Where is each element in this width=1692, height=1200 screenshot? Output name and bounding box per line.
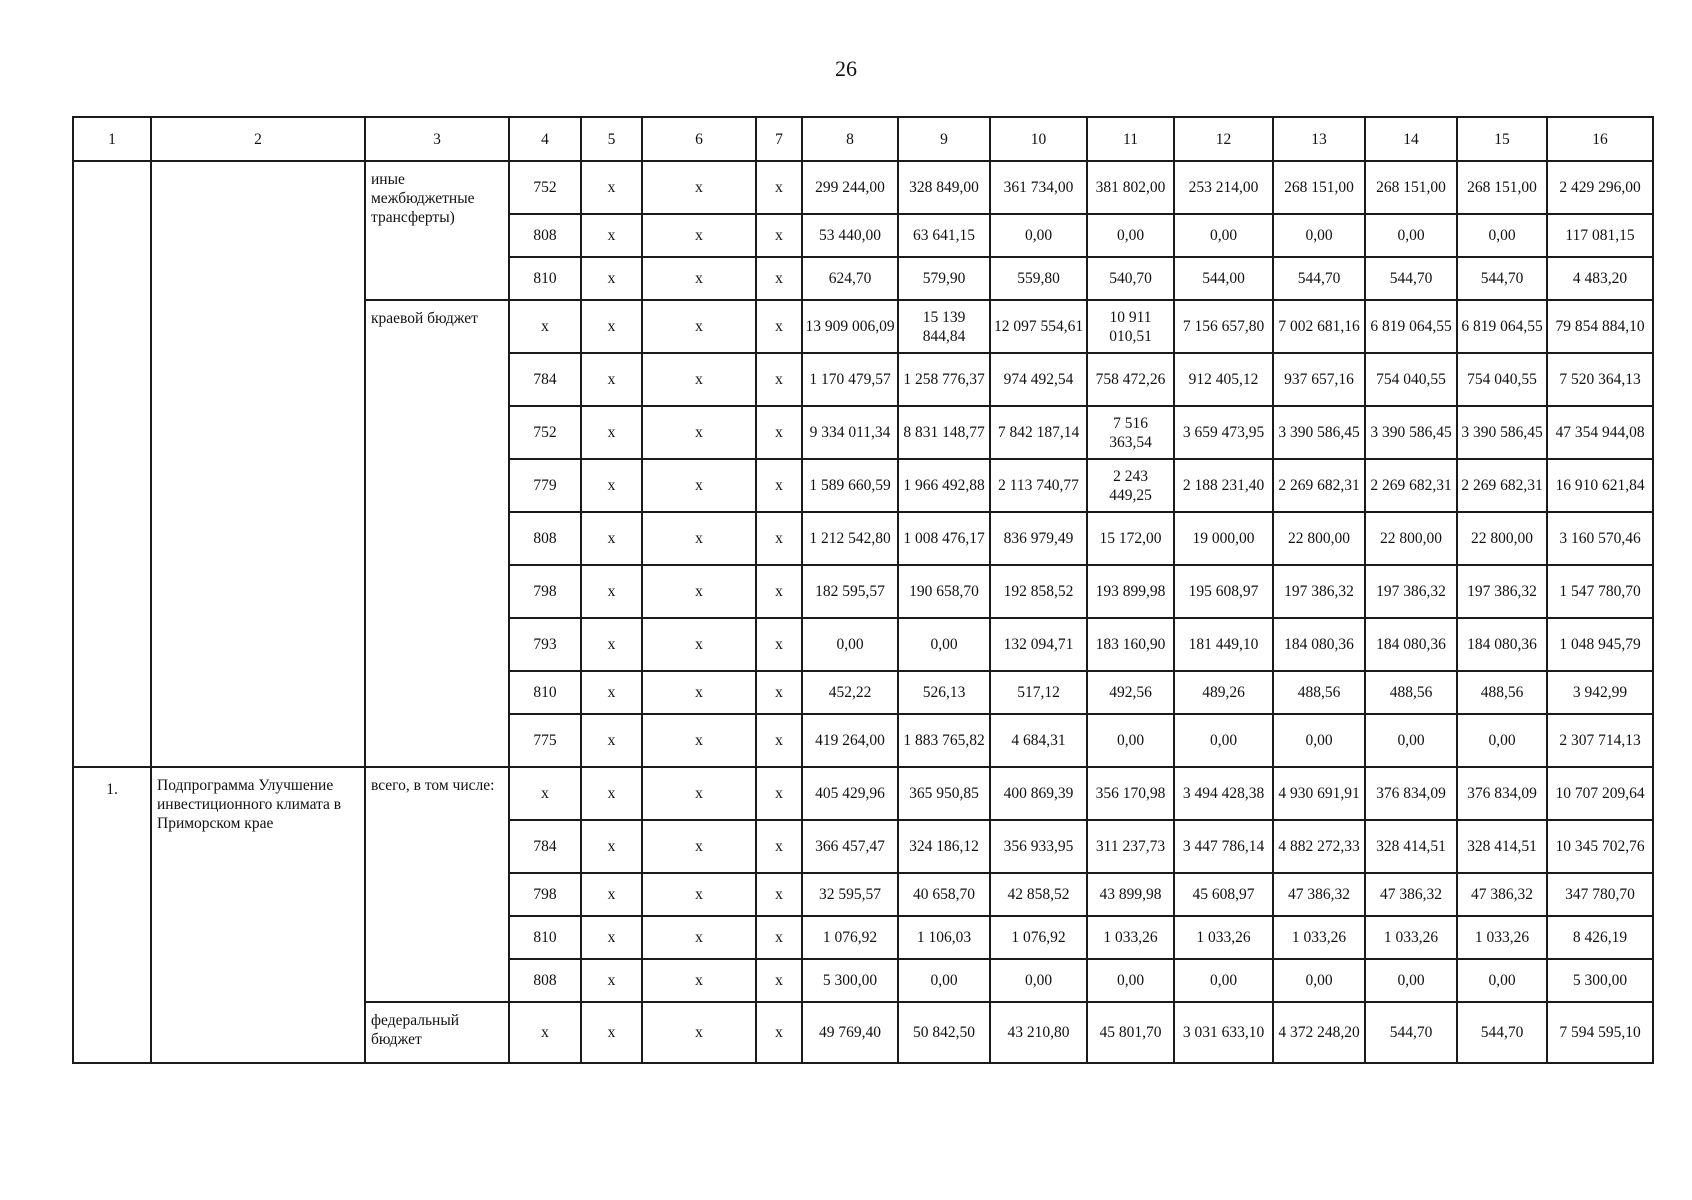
code-cell: х [642,767,756,820]
amount-cell: 1 883 765,82 [898,714,990,767]
amount-cell: 544,70 [1365,257,1457,300]
amount-cell: 0,00 [990,959,1087,1002]
code-cell: х [756,214,802,257]
amount-cell: 1 170 479,57 [802,353,898,406]
program-name: Подпрограмма Улучшение инвестиционного климата в Приморском крае [151,767,365,1063]
amount-cell: 544,70 [1365,1002,1457,1063]
code-cell: х [642,565,756,618]
code-cell: х [509,767,581,820]
amount-cell: 361 734,00 [990,161,1087,214]
amount-cell: 43 210,80 [990,1002,1087,1063]
code-cell: х [642,873,756,916]
column-header: 7 [756,117,802,161]
amount-cell: 45 801,70 [1087,1002,1174,1063]
amount-cell: 7 594 595,10 [1547,1002,1653,1063]
amount-cell: 488,56 [1457,671,1547,714]
code-cell: х [756,671,802,714]
amount-cell: 3 390 586,45 [1457,406,1547,459]
amount-cell: 836 979,49 [990,512,1087,565]
amount-cell: 15 172,00 [1087,512,1174,565]
amount-cell: 0,00 [898,618,990,671]
column-header: 16 [1547,117,1653,161]
code-cell: х [642,714,756,767]
amount-cell: 6 819 064,55 [1365,300,1457,353]
amount-cell: 2 307 714,13 [1547,714,1653,767]
column-header: 9 [898,117,990,161]
column-header: 2 [151,117,365,161]
amount-cell: 376 834,09 [1457,767,1547,820]
code-cell: 779 [509,459,581,512]
code-cell: х [756,406,802,459]
amount-cell: 0,00 [1174,714,1273,767]
code-cell: х [581,959,642,1002]
code-cell: х [581,353,642,406]
amount-cell: 517,12 [990,671,1087,714]
amount-cell: 544,70 [1457,1002,1547,1063]
code-cell: х [581,406,642,459]
amount-cell: 4 372 248,20 [1273,1002,1365,1063]
code-cell: х [581,300,642,353]
column-header: 11 [1087,117,1174,161]
amount-cell: 42 858,52 [990,873,1087,916]
amount-cell: 579,90 [898,257,990,300]
amount-cell: 195 608,97 [1174,565,1273,618]
amount-cell: 488,56 [1365,671,1457,714]
amount-cell: 0,00 [1457,214,1547,257]
code-cell: х [756,257,802,300]
amount-cell: 3 447 786,14 [1174,820,1273,873]
amount-cell: 9 334 011,34 [802,406,898,459]
amount-cell: 1 589 660,59 [802,459,898,512]
amount-cell: 10 345 702,76 [1547,820,1653,873]
amount-cell: 2 269 682,31 [1365,459,1457,512]
funding-source: иные межбюджетные трансферты) [365,161,509,300]
amount-cell: 0,00 [1457,714,1547,767]
amount-cell: 0,00 [1273,214,1365,257]
row-index: 1. [73,767,151,1063]
code-cell: х [642,618,756,671]
amount-cell: 45 608,97 [1174,873,1273,916]
amount-cell: 47 386,32 [1273,873,1365,916]
budget-table [72,116,1654,1064]
amount-cell: 117 081,15 [1547,214,1653,257]
amount-cell: 197 386,32 [1273,565,1365,618]
amount-cell: 197 386,32 [1365,565,1457,618]
amount-cell: 376 834,09 [1365,767,1457,820]
amount-cell: 0,00 [898,959,990,1002]
amount-cell: 4 483,20 [1547,257,1653,300]
amount-cell: 1 033,26 [1273,916,1365,959]
amount-cell: 0,00 [1273,959,1365,1002]
amount-cell: 489,26 [1174,671,1273,714]
amount-cell: 268 151,00 [1273,161,1365,214]
amount-cell: 8 831 148,77 [898,406,990,459]
amount-cell: 182 595,57 [802,565,898,618]
amount-cell: 0,00 [1365,214,1457,257]
code-cell: х [581,257,642,300]
amount-cell: 754 040,55 [1365,353,1457,406]
code-cell: х [756,300,802,353]
amount-cell: 3 160 570,46 [1547,512,1653,565]
code-cell: 808 [509,512,581,565]
amount-cell: 22 800,00 [1273,512,1365,565]
amount-cell: 1 258 776,37 [898,353,990,406]
amount-cell: 8 426,19 [1547,916,1653,959]
code-cell: х [642,959,756,1002]
code-cell: х [756,959,802,1002]
amount-cell: 1 033,26 [1365,916,1457,959]
amount-cell: 1 966 492,88 [898,459,990,512]
amount-cell: 47 386,32 [1457,873,1547,916]
code-cell: х [756,565,802,618]
amount-cell: 184 080,36 [1365,618,1457,671]
amount-cell: 347 780,70 [1547,873,1653,916]
code-cell: х [642,916,756,959]
amount-cell: 40 658,70 [898,873,990,916]
amount-cell: 4 882 272,33 [1273,820,1365,873]
amount-cell: 0,00 [802,618,898,671]
amount-cell: 311 237,73 [1087,820,1174,873]
amount-cell: 328 414,51 [1457,820,1547,873]
amount-cell: 4 930 691,91 [1273,767,1365,820]
amount-cell: 49 769,40 [802,1002,898,1063]
column-header: 10 [990,117,1087,161]
code-cell: х [581,161,642,214]
code-cell: 808 [509,214,581,257]
amount-cell: 324 186,12 [898,820,990,873]
amount-cell: 328 414,51 [1365,820,1457,873]
code-cell: х [581,873,642,916]
amount-cell: 0,00 [1273,714,1365,767]
amount-cell: 1 076,92 [802,916,898,959]
amount-cell: 10 911 010,51 [1087,300,1174,353]
amount-cell: 12 097 554,61 [990,300,1087,353]
code-cell: х [756,820,802,873]
amount-cell: 3 942,99 [1547,671,1653,714]
table-row [73,767,1653,820]
amount-cell: 0,00 [1087,214,1174,257]
column-header: 12 [1174,117,1273,161]
code-cell: х [756,161,802,214]
code-cell: 793 [509,618,581,671]
amount-cell: 16 910 621,84 [1547,459,1653,512]
amount-cell: 2 269 682,31 [1273,459,1365,512]
amount-cell: 544,70 [1457,257,1547,300]
code-cell: х [642,257,756,300]
amount-cell: 183 160,90 [1087,618,1174,671]
funding-source: краевой бюджет [365,300,509,767]
amount-cell: 937 657,16 [1273,353,1365,406]
amount-cell: 1 033,26 [1457,916,1547,959]
code-cell: х [642,1002,756,1063]
code-cell: х [756,512,802,565]
amount-cell: 0,00 [1087,959,1174,1002]
amount-cell: 0,00 [1365,714,1457,767]
amount-cell: 5 300,00 [802,959,898,1002]
code-cell: х [642,512,756,565]
amount-cell: 47 386,32 [1365,873,1457,916]
code-cell: 810 [509,916,581,959]
amount-cell: 2 269 682,31 [1457,459,1547,512]
code-cell: 752 [509,406,581,459]
amount-cell: 1 076,92 [990,916,1087,959]
code-cell: х [642,820,756,873]
amount-cell: 181 449,10 [1174,618,1273,671]
program-name [151,161,365,767]
code-cell: х [642,406,756,459]
code-cell: х [642,459,756,512]
amount-cell: 1 033,26 [1174,916,1273,959]
amount-cell: 381 802,00 [1087,161,1174,214]
amount-cell: 197 386,32 [1457,565,1547,618]
amount-cell: 268 151,00 [1365,161,1457,214]
amount-cell: 0,00 [1087,714,1174,767]
column-header: 5 [581,117,642,161]
code-cell: 775 [509,714,581,767]
amount-cell: 6 819 064,55 [1457,300,1547,353]
amount-cell: 1 008 476,17 [898,512,990,565]
code-cell: 810 [509,671,581,714]
amount-cell: 3 031 633,10 [1174,1002,1273,1063]
amount-cell: 2 429 296,00 [1547,161,1653,214]
amount-cell: 299 244,00 [802,161,898,214]
column-header: 14 [1365,117,1457,161]
amount-cell: 758 472,26 [1087,353,1174,406]
amount-cell: 47 354 944,08 [1547,406,1653,459]
amount-cell: 3 390 586,45 [1365,406,1457,459]
amount-cell: 50 842,50 [898,1002,990,1063]
code-cell: х [581,1002,642,1063]
code-cell: х [642,353,756,406]
page-number: 26 [835,56,857,81]
table-row [73,161,1653,214]
amount-cell: 912 405,12 [1174,353,1273,406]
amount-cell: 328 849,00 [898,161,990,214]
code-cell: х [581,714,642,767]
amount-cell: 356 170,98 [1087,767,1174,820]
amount-cell: 492,56 [1087,671,1174,714]
code-cell: х [756,353,802,406]
amount-cell: 1 547 780,70 [1547,565,1653,618]
amount-cell: 79 854 884,10 [1547,300,1653,353]
code-cell: 798 [509,873,581,916]
code-cell: х [581,767,642,820]
code-cell: х [581,459,642,512]
amount-cell: 7 842 187,14 [990,406,1087,459]
code-cell: 784 [509,820,581,873]
code-cell: 810 [509,257,581,300]
code-cell: х [642,214,756,257]
code-cell: х [581,512,642,565]
amount-cell: 184 080,36 [1273,618,1365,671]
amount-cell: 132 094,71 [990,618,1087,671]
amount-cell: 400 869,39 [990,767,1087,820]
code-cell: х [581,671,642,714]
amount-cell: 13 909 006,09 [802,300,898,353]
amount-cell: 184 080,36 [1457,618,1547,671]
amount-cell: 0,00 [1365,959,1457,1002]
code-cell: х [581,214,642,257]
code-cell: х [509,300,581,353]
amount-cell: 22 800,00 [1457,512,1547,565]
amount-cell: 0,00 [1174,959,1273,1002]
amount-cell: 4 684,31 [990,714,1087,767]
amount-cell: 1 033,26 [1087,916,1174,959]
code-cell: х [756,916,802,959]
amount-cell: 405 429,96 [802,767,898,820]
amount-cell: 15 139 844,84 [898,300,990,353]
amount-cell: 7 002 681,16 [1273,300,1365,353]
row-index [73,161,151,767]
code-cell: х [756,873,802,916]
column-header: 4 [509,117,581,161]
amount-cell: 190 658,70 [898,565,990,618]
amount-cell: 0,00 [1174,214,1273,257]
column-header: 1 [73,117,151,161]
amount-cell: 974 492,54 [990,353,1087,406]
amount-cell: 419 264,00 [802,714,898,767]
code-cell: 784 [509,353,581,406]
amount-cell: 7 516 363,54 [1087,406,1174,459]
code-cell: х [509,1002,581,1063]
column-header: 3 [365,117,509,161]
amount-cell: 3 390 586,45 [1273,406,1365,459]
code-cell: х [756,459,802,512]
amount-cell: 32 595,57 [802,873,898,916]
amount-cell: 3 494 428,38 [1174,767,1273,820]
funding-source: федеральный бюджет [365,1002,509,1063]
amount-cell: 1 048 945,79 [1547,618,1653,671]
column-header: 15 [1457,117,1547,161]
amount-cell: 754 040,55 [1457,353,1547,406]
amount-cell: 1 212 542,80 [802,512,898,565]
column-header: 6 [642,117,756,161]
amount-cell: 2 188 231,40 [1174,459,1273,512]
header-row [73,117,1653,161]
amount-cell: 0,00 [1457,959,1547,1002]
amount-cell: 356 933,95 [990,820,1087,873]
code-cell: х [756,767,802,820]
amount-cell: 540,70 [1087,257,1174,300]
amount-cell: 7 520 364,13 [1547,353,1653,406]
amount-cell: 192 858,52 [990,565,1087,618]
code-cell: 752 [509,161,581,214]
amount-cell: 0,00 [990,214,1087,257]
amount-cell: 544,00 [1174,257,1273,300]
amount-cell: 544,70 [1273,257,1365,300]
amount-cell: 366 457,47 [802,820,898,873]
amount-cell: 10 707 209,64 [1547,767,1653,820]
amount-cell: 624,70 [802,257,898,300]
amount-cell: 365 950,85 [898,767,990,820]
amount-cell: 488,56 [1273,671,1365,714]
amount-cell: 559,80 [990,257,1087,300]
code-cell: х [581,820,642,873]
code-cell: х [581,916,642,959]
amount-cell: 22 800,00 [1365,512,1457,565]
amount-cell: 53 440,00 [802,214,898,257]
amount-cell: 193 899,98 [1087,565,1174,618]
amount-cell: 3 659 473,95 [1174,406,1273,459]
amount-cell: 268 151,00 [1457,161,1547,214]
code-cell: х [642,300,756,353]
code-cell: х [581,618,642,671]
amount-cell: 452,22 [802,671,898,714]
amount-cell: 5 300,00 [1547,959,1653,1002]
column-header: 13 [1273,117,1365,161]
amount-cell: 19 000,00 [1174,512,1273,565]
code-cell: 808 [509,959,581,1002]
amount-cell: 1 106,03 [898,916,990,959]
funding-source: всего, в том числе: [365,767,509,1002]
amount-cell: 7 156 657,80 [1174,300,1273,353]
amount-cell: 2 113 740,77 [990,459,1087,512]
amount-cell: 43 899,98 [1087,873,1174,916]
amount-cell: 526,13 [898,671,990,714]
code-cell: х [581,565,642,618]
amount-cell: 253 214,00 [1174,161,1273,214]
code-cell: 798 [509,565,581,618]
code-cell: х [642,161,756,214]
amount-cell: 2 243 449,25 [1087,459,1174,512]
code-cell: х [756,618,802,671]
amount-cell: 63 641,15 [898,214,990,257]
column-header: 8 [802,117,898,161]
code-cell: х [756,714,802,767]
code-cell: х [756,1002,802,1063]
code-cell: х [642,671,756,714]
